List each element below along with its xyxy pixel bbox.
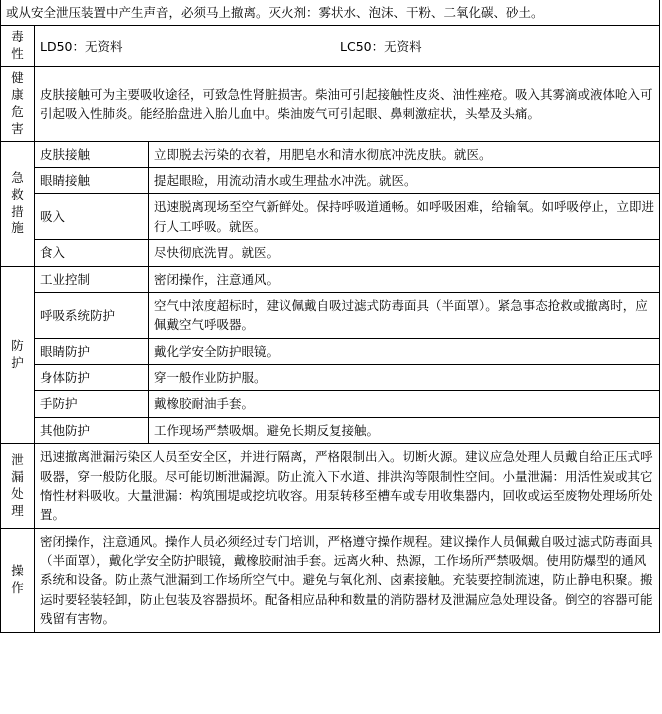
protection-item-name-4: 手防护 [35, 391, 149, 417]
row-label-operation-text: 操作 [11, 563, 24, 596]
table-row-health-hazard [1, 67, 660, 142]
row-label-protection-text: 防护 [11, 337, 24, 370]
lc50-value: LC50：无资料 [340, 38, 422, 54]
table-row-protection-6 [1, 417, 660, 443]
table-row-protection-1 [1, 266, 660, 292]
table-row-protection-5 [1, 391, 660, 417]
table-row-operation [1, 528, 660, 632]
first-aid-item-text-2: 迅速脱离现场至空气新鲜处。保持呼吸道通畅。如呼吸困难，给输氧。如呼吸停止，立即进行人工呼吸。就医。 [149, 194, 660, 240]
first-aid-item-text-1: 提起眼睑，用流动清水或生理盐水冲洗。就医。 [149, 168, 660, 194]
row-label-first-aid-text: 急救措施 [11, 169, 24, 236]
table-row-protection-4 [1, 365, 660, 391]
protection-item-text-2: 戴化学安全防护眼镜。 [149, 338, 660, 364]
protection-item-text-1: 空气中浓度超标时，建议佩戴自吸过滤式防毒面具（半面罩）。紧急事态抢救或撤离时，应佩戴空气呼吸器。 [149, 292, 660, 338]
protection-item-name-2: 眼睛防护 [35, 338, 149, 364]
operation-text: 密闭操作，注意通风。操作人员必须经过专门培训，严格遵守操作规程。建议操作人员佩戴自吸过滤式防毒面具（半面罩），戴化学安全防护眼镜，戴橡胶耐油手套。远离火种、热源，工作场所严禁吸烟。使用防爆型的通风系统和设备。防止蒸气泄漏到工作场所空气中。避免与氧化剂、卤素接触。充装要控制流速，防止静电积聚。搬运时要轻装轻卸，防止包装及容器损坏。配备相应品种和数量的消防器材及泄漏应急处理设备。倒空的容器可能残留有害物。 [35, 528, 660, 632]
row-label-health-hazard-text: 健康危害 [11, 70, 24, 136]
protection-item-name-3: 身体防护 [35, 365, 149, 391]
table-row-first-aid-4 [1, 240, 660, 266]
intro-text: 或从安全泄压装置中产生声音，必须马上撤离。灭火剂：雾状水、泡沫、干粉、二氧化碳、砂土。 [1, 0, 660, 26]
first-aid-item-name-3: 食入 [35, 240, 149, 266]
protection-item-text-0: 密闭操作，注意通风。 [149, 266, 660, 292]
first-aid-item-name-2: 吸入 [35, 194, 149, 240]
first-aid-item-name-0: 皮肤接触 [35, 141, 149, 167]
protection-item-name-5: 其他防护 [35, 417, 149, 443]
protection-item-name-1: 呼吸系统防护 [35, 292, 149, 338]
row-label-toxicity [1, 26, 35, 67]
table-row-first-aid-3 [1, 194, 660, 240]
protection-item-name-0: 工业控制 [35, 266, 149, 292]
row-label-first-aid [1, 141, 35, 266]
health-hazard-text: 皮肤接触可为主要吸收途径，可致急性肾脏损害。柴油可引起接触性皮炎、油性痤疮。吸入其雾滴或液体呛入可引起吸入性肺炎。能经胎盘进入胎儿血中。柴油废气可引起眼、鼻刺激症状，头晕及头痛。 [35, 67, 660, 142]
first-aid-item-text-0: 立即脱去污染的衣着，用肥皂水和清水彻底冲洗皮肤。就医。 [149, 141, 660, 167]
table-row-first-aid-1 [1, 141, 660, 167]
row-label-operation [1, 528, 35, 632]
first-aid-item-text-3: 尽快彻底洗胃。就医。 [149, 240, 660, 266]
table-row-first-aid-2 [1, 168, 660, 194]
row-label-protection [1, 266, 35, 444]
row-label-toxicity-text: 毒性 [11, 29, 24, 62]
toxicity-values [35, 26, 660, 67]
row-label-leak-handling [1, 444, 35, 529]
first-aid-item-name-1: 眼睛接触 [35, 168, 149, 194]
protection-item-text-5: 工作现场严禁吸烟。避免长期反复接触。 [149, 417, 660, 443]
table-row-protection-3 [1, 338, 660, 364]
protection-item-text-4: 戴橡胶耐油手套。 [149, 391, 660, 417]
row-label-health-hazard [1, 67, 35, 142]
table-row-protection-2 [1, 292, 660, 338]
protection-item-text-3: 穿一般作业防护服。 [149, 365, 660, 391]
ld50-value: LD50：无资料 [40, 38, 123, 54]
leak-handling-text: 迅速撤离泄漏污染区人员至安全区，并进行隔离，严格限制出入。切断火源。建议应急处理人员戴自给正压式呼吸器，穿一般防化服。尽可能切断泄漏源。防止流入下水道、排洪沟等限制性空间。小量泄漏：用活性炭或其它惰性材料吸收。大量泄漏：构筑围堤或挖坑收容。用泵转移至槽车或专用收集器内，回收或运至废物处理场所处置。 [35, 444, 660, 529]
row-label-leak-handling-text: 泄漏处理 [11, 452, 24, 518]
table-row-intro [1, 0, 660, 26]
table-row-leak-handling [1, 444, 660, 529]
table-row-toxicity [1, 26, 660, 67]
